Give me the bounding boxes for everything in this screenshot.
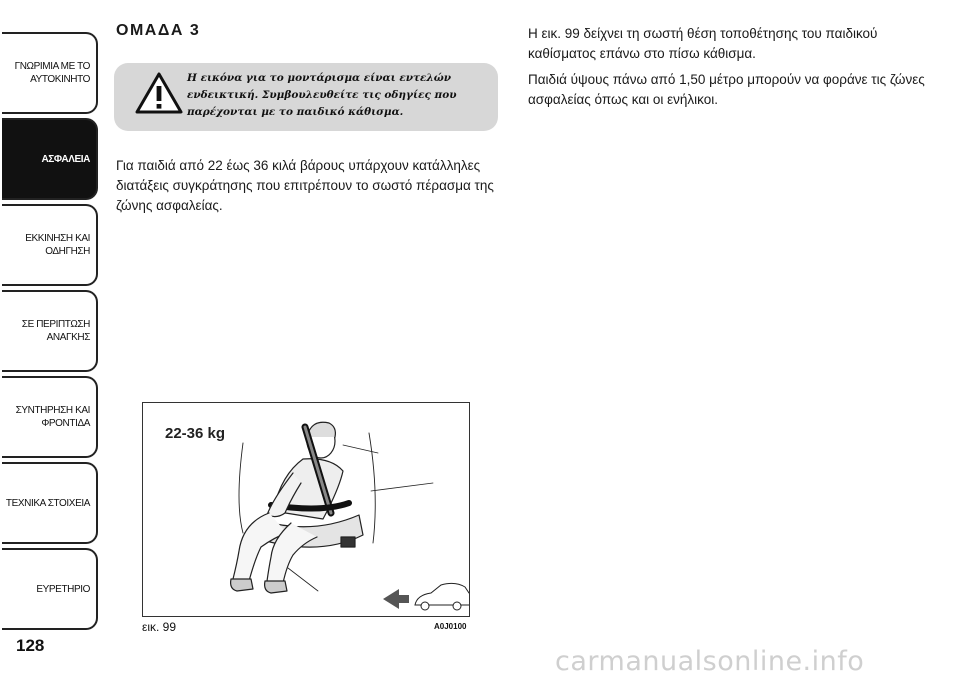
warning-triangle-icon [134,71,184,115]
warning-text: Η εικόνα για το μοντάρισμα είναι εντελών ενδεικτική. Συμβουλευθείτε τις οδηγίες που παρέχονται με το παιδικό κάθισμα. [187,72,457,118]
tab-maintenance-care[interactable]: ΣΥΝΤΗΡΗΣΗ ΚΑΙ ΦΡΟΝΤΙΔΑ [2,376,98,458]
figure-child-seat [142,402,470,617]
figure-code: A0J0100 [434,622,467,631]
watermark: carmanualsonline.info [555,646,865,677]
figure-caption: εικ. 99 [142,620,177,634]
tab-technical-data[interactable]: ΤΕΧΝΙΚΑ ΣΤΟΙΧΕΙΑ [2,462,98,544]
tab-getting-to-know-car[interactable]: ΓΝΩΡΙΜΙΑ ΜΕ ΤΟ ΑΥΤΟΚΙΝΗΤΟ [2,32,98,114]
tab-safety[interactable]: ΑΣΦΑΛΕΙΑ [2,118,98,200]
page-number: 128 [16,636,45,655]
adult-belt-text: Παιδιά ύψους πάνω από 1,50 μέτρο μπορούν να φοράνε τις ζώνες ασφαλείας όπως και οι ενήλικοι. [528,72,925,107]
tab-starting-driving[interactable]: ΕΚΚΙΝΗΣΗ ΚΑΙ ΟΔΗΓΗΣΗ [2,204,98,286]
chapter-tabs [0,0,102,640]
child-booster-seat-illustration [143,403,469,616]
group3-description: Για παιδιά από 22 έως 36 κιλά βάρους υπάρχουν κατάλληλες διατάξεις συγκράτησης που επιτρέπουν το σωστό πέρασμα της ζώνης ασφαλείας. [116,158,494,213]
tab-emergency[interactable]: ΣΕ ΠΕΡΙΠΤΩΣΗ ΑΝΑΓΚΗΣ [2,290,98,372]
section-heading: ΟΜΑΔΑ 3 [116,22,201,39]
tab-index[interactable]: ΕΥΡΕΤΗΡΙΟ [2,548,98,630]
figure-weight-label: 22-36 kg [165,425,226,442]
car-direction-icon [383,583,469,610]
figure-reference-text: Η εικ. 99 δείχνει τη σωστή θέση τοποθέτησης του παιδικού καθίσματος επάνω στο πίσω κάθισμα. [528,26,878,61]
warning-box [114,63,498,131]
